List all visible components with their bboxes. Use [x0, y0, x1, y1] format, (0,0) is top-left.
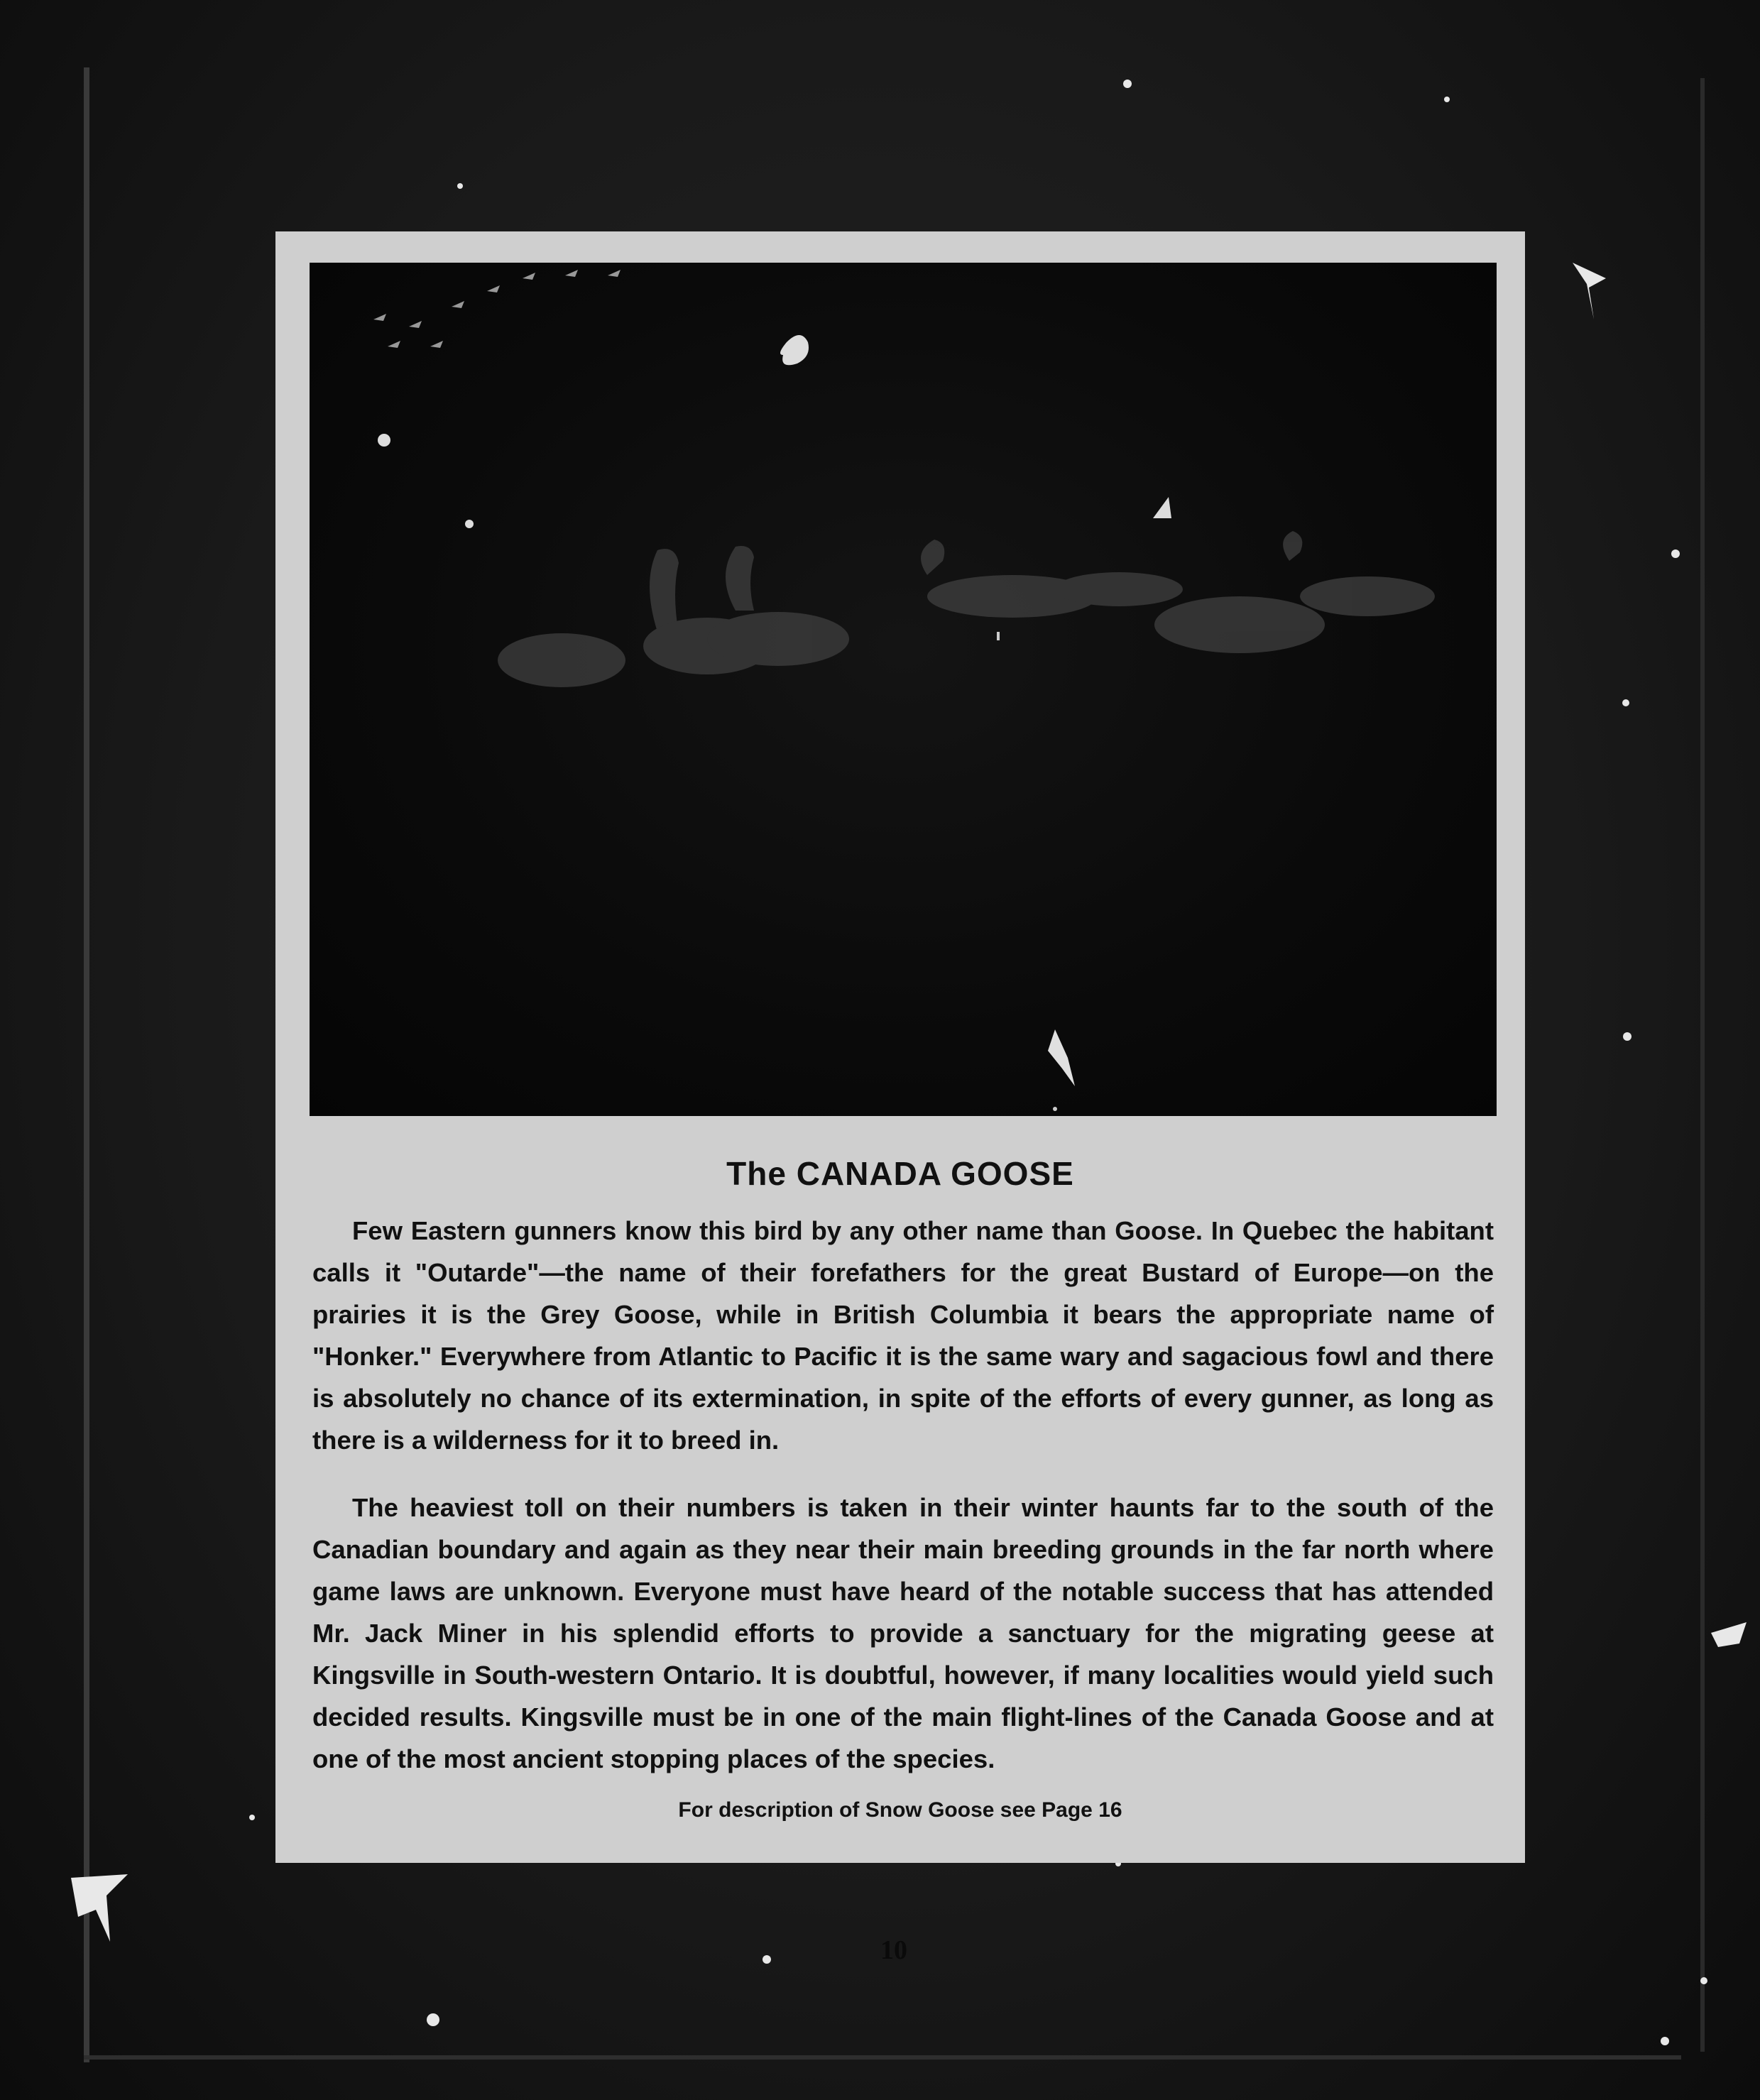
article-title: The CANADA GOOSE	[726, 1155, 1074, 1192]
article-card	[275, 231, 1525, 1863]
cross-reference-note: For description of Snow Goose see Page 16	[678, 1798, 1122, 1822]
page-number: 10	[880, 1935, 907, 1965]
article-paragraph-1: Few Eastern gunners know this bird by any other name than Goose. In Quebec the habitant calls it "Outarde"—the name of their forefathers for the great Bustard of Europe—on the prairies it is the Grey Goose, while in British Columbia it bears the appropriate name of "Honker." Everywhere from Atlantic to Pacific it is the same wary and sagacious fowl and there is absolutely no chance of its extermination, in spite of the efforts of every gunner, as long as there is a wilderness for it to breed in.	[312, 1216, 1494, 1455]
article-paragraph-2: The heaviest toll on their numbers is taken in their winter haunts far to the south of the Canadian boundary and again as they near their main breeding grounds in the far north where game laws are unknown. Everyone must have heard of the notable success that has attended Mr. Jack Miner in his splendid efforts to provide a sanctuary for the migrating geese at Kingsville in South-western Ontario. It is doubtful, however, if many localities would yield such decided results. Kingsville must be in one of the main flight-lines of the Canada Goose and at one of the most ancient stopping places of the species.	[312, 1493, 1494, 1773]
geese-illustration	[310, 263, 1497, 1116]
canada-goose-photo	[310, 263, 1497, 1116]
